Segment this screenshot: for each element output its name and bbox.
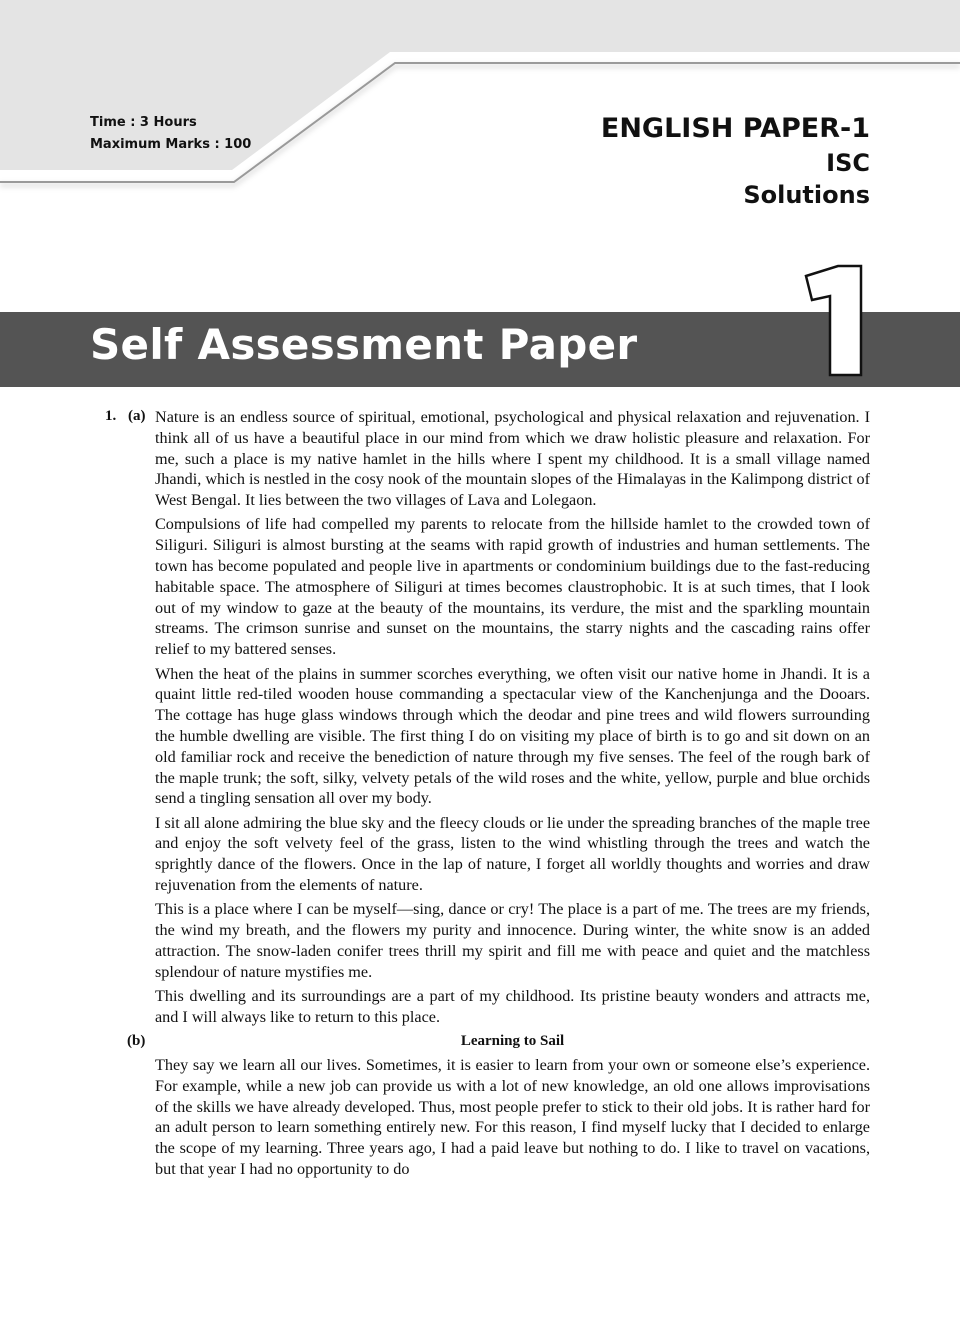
paragraph: They say we learn all our lives. Sometimes, it is easier to learn from your own or someone else’s experience. For example, while a new job can provide us with a lot of new knowledge, an old one allows improvisations of the skills we have already developed. Thus, most people prefer to stick to their old jobs. It is rather hard for an adult person to learn something entirely new. For this reason, I find myself lucky that I decided to enlarge the scope of my learning. Three years ago, I had a paid leave but nothing to do. I like to travel on vacations, but that year I had no opportunity to do xyxy=(155,1055,870,1178)
paragraph: Nature is an endless source of spiritual, emotional, psychological and physical relaxation and rejuvenation. I think all of us have a beautiful place in our mind from which we draw holistic pleasure and relaxation. For me, such a place is my native hamlet in the hills where I spent my childhood. It is a small village named Jhandi, which is nestled in the cosy nook of the mountain slopes of the Himalayas in the Kalimpong district of West Bengal. It lies between the two villages of Lava and Lolegaon. xyxy=(155,408,870,510)
paragraph: When the heat of the plains in summer scorches everything, we often visit our native home in Jhandi. It is a quaint little red-tiled wooden house commanding a spectacular view of the Kanchenjunga and the Dooars. The cottage has huge glass windows through which the deodar and pine trees and wild flowers surrounding the humble dwelling are visible. The first thing I do on visiting my place of birth is to go and sit down on an old familiar rock and receive the benediction of nature through my five senses. The feel of the rough bark of the maple trunk; the soft, silky, velvety petals of the wild roses and the white, yellow, purple and blue orchids send a tingling sensation all over my body. xyxy=(155,664,870,808)
time-label: Time : 3 Hours xyxy=(90,115,197,130)
subject-title: ENGLISH PAPER-1 xyxy=(600,113,870,144)
solutions-title: Solutions xyxy=(743,181,870,209)
max-marks-label: Maximum Marks : 100 xyxy=(90,137,252,152)
paragraph: This dwelling and its surroundings are a part of my childhood. Its pristine beauty wonders and attracts me, and I will always like to return to this place. xyxy=(155,987,870,1026)
page-title: Self Assessment Paper xyxy=(90,320,638,369)
paragraph: Compulsions of life had compelled my parents to relocate from the hillside hamlet to the crowded town of Siliguri. Siliguri is almost bursting at the seams with rapid growth of industries and human settlements. The town has become populated and people live in apartments or condominium buildings due to the fast-reducing habitable space. The atmosphere of Siliguri at times becomes claustrophobic. It is at such times, that I look out of my window to gaze at the beauty of the mountains, its verdure, the mist and the sparkling mountain streams. The crimson sunrise and sunset on the mountains, the starry nights and the cascading rains offer relief to my battered senses. xyxy=(155,515,870,659)
paragraph: This is a place where I can be myself—sing, dance or cry! The place is a part of me. The trees are my friends, the wind my breath, and the flowers my purity and innocence. During winter, the white snow is an added attraction. The snow-laden conifer trees thrill my spirit and fill me with peace and quiet and the matchless splendour of nature mystifies me. xyxy=(155,900,870,981)
part-b-title: Learning to Sail xyxy=(460,1033,565,1050)
part-a-label: (a) xyxy=(128,408,146,424)
part-b-label: (b) xyxy=(127,1033,146,1050)
paragraph: I sit all alone admiring the blue sky and the fleecy clouds or lie under the spreading branches of the maple tree and enjoy the soft velvety feel of the grass, listen to the wind whistling through the trees and watch the sprightly dance of the flowers. Once in the lap of nature, I forget all worldly thoughts and worries and draw rejuvenation from the elements of nature. xyxy=(155,813,870,895)
answer-body xyxy=(127,407,870,1183)
question-number: 1. xyxy=(105,408,117,424)
board-title: ISC xyxy=(826,149,870,177)
paper-number-badge xyxy=(0,0,960,400)
